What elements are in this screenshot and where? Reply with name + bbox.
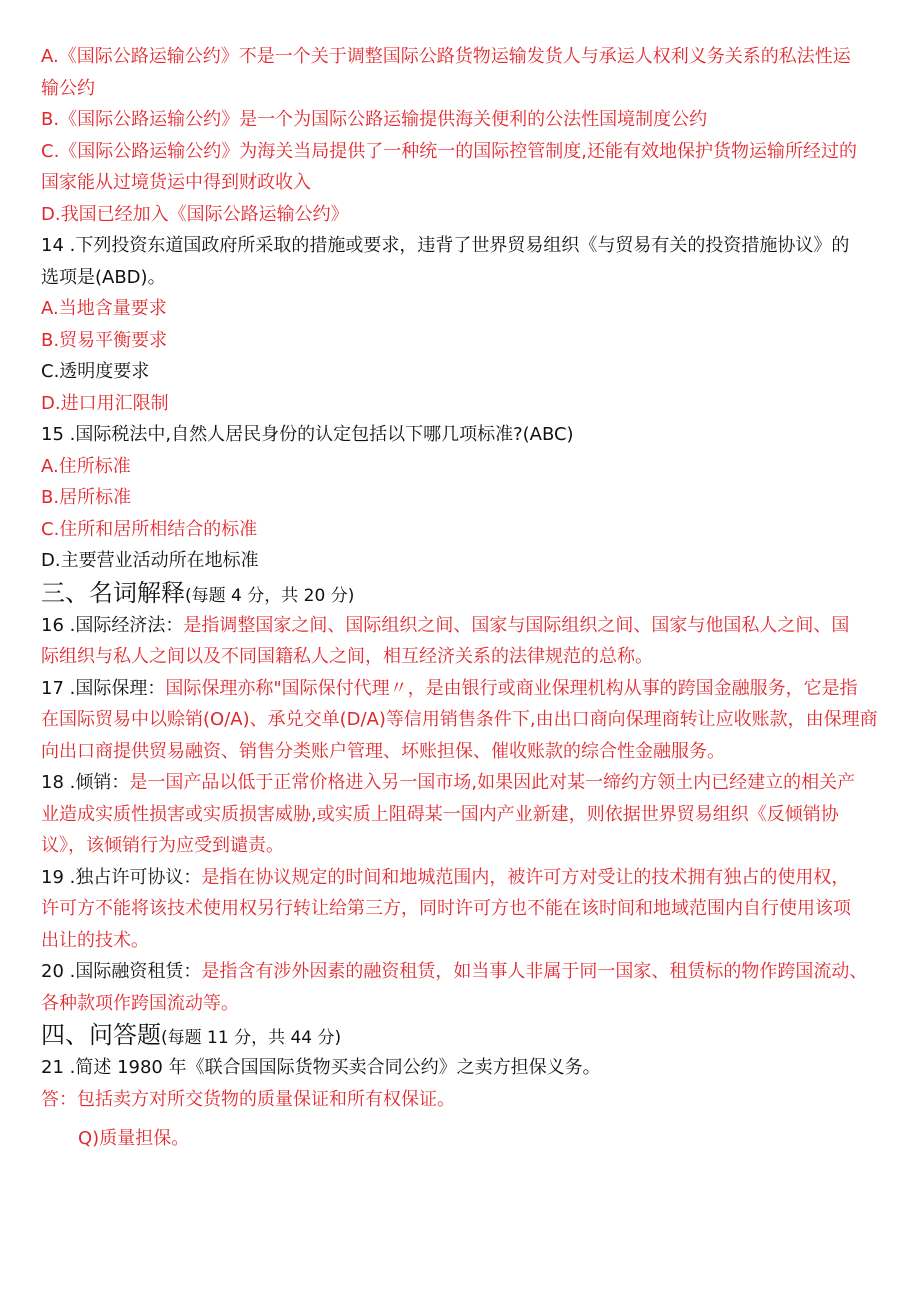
q19-line1 [41, 862, 900, 894]
q15-option-b: B.居所标准 [41, 487, 132, 508]
q20-def-line1: 是指含有涉外因素的融资租赁，如当事人非属于同一国家、租赁标的物作跨国流动、 [201, 961, 868, 982]
q15-option-c: C.住所和居所相结合的标准 [41, 518, 258, 540]
q17-def-line3: 向出口商提供贸易融资、销售分类账户管理、坏账担保、催收账款的综合性金融服务。 [41, 740, 725, 762]
q18-term: 18 .倾销： [41, 772, 130, 793]
q19-def-line2: 许可方不能将该技术使用权另行转让给第三方，同时许可方也不能在该时间和地域范围内自行使用该项 [41, 898, 851, 919]
section4-note: (每题 11 分，共 44 分) [161, 1028, 342, 1048]
q18-def-line1: 是一国产品以低于正常价格进入另一国市场,如果因此对某一缔约方领土内已经建立的相关产 [129, 772, 856, 793]
q17-def-line1: 国际保理亦称"国际保付代理〃，是由银行或商业保理机构从事的跨国金融服务，它是指 [165, 677, 858, 699]
q19-def-line1: 是指在协议规定的时间和地城范围内，被许可方对受让的技术拥有独占的使用权， [201, 866, 850, 888]
q18-line1 [41, 767, 900, 799]
q14-stem-line1: 14 .下列投资东道国政府所采取的措施或要求，违背了世界贸易组织《与贸易有关的投资措施协议》的 [41, 235, 850, 256]
q21-stem: 21 .简述 1980 年《联合国国际货物买卖合同公约》之卖方担保义务。 [41, 1057, 601, 1078]
q15-option-a: A.住所标准 [41, 455, 131, 477]
section3-title: 三、名词解释 [41, 578, 185, 607]
section4-title: 四、问答题 [41, 1021, 161, 1049]
q14-option-b: B.贸易平衡要求 [41, 329, 168, 351]
q19-def-line3: 出让的技术。 [41, 929, 149, 951]
q20-def-line2: 各种款项作跨国流动等。 [41, 992, 239, 1014]
q13-option-a-line1: A.《国际公路运输公约》不是一个关于调整国际公路货物运输发货人与承运人权利义务关系的私法性运 [41, 46, 851, 67]
q20-term: 20 .国际融资租赁： [41, 961, 202, 982]
q18-def-line2: 业造成实质性损害或实质损害威胁,或实质上阻碍某一国内产业新建，则依据世界贸易组织《反倾销协 [41, 803, 839, 825]
q16-term: 16 .国际经济法： [41, 614, 184, 636]
q13-option-c-line2: 国家能从过境货运中得到财政收入 [41, 172, 311, 193]
q14-option-c: C.透明度要求 [41, 361, 150, 382]
q19-term: 19 .独占许可协议： [41, 866, 202, 888]
q16-line1 [41, 610, 900, 642]
section4-heading [41, 1019, 900, 1052]
q21-sub-item-1: Q)质量担保。 [78, 1128, 190, 1149]
q17-def-line2: 在国际贸易中以赊销(O/A)、承兑交单(D/A)等信用销售条件下,由出口商向保理商转让应收账款，由保理商 [41, 709, 878, 730]
spacer [41, 1115, 900, 1123]
q16-def-line2: 际组织与私人之间以及不同国籍私人之间，相互经济关系的法律规范的总称。 [41, 646, 653, 667]
q13-option-a-line2: 输公约 [41, 77, 95, 99]
q21-answer: 答：包括卖方对所交货物的质量保证和所有权保证。 [41, 1088, 455, 1110]
q18-def-line3: 议》，该倾销行为应受到谴责。 [41, 835, 284, 856]
q14-option-a: A.当地含量要求 [41, 298, 167, 319]
q17-line1 [41, 673, 900, 705]
q15-stem: 15 .国际税法中,自然人居民身份的认定包括以下哪几项标准?(ABC) [41, 424, 574, 445]
section3-note: (每题 4 分，共 20 分) [185, 585, 355, 606]
q14-stem-line2: 选项是(ABD)。 [41, 266, 166, 288]
q16-def-line1: 是指调整国家之间、国际组织之间、国家与国际组织之间、国家与他国私人之间、国 [183, 614, 850, 636]
q13-option-c-line1: C.《国际公路运输公约》为海关当局提供了一种统一的国际控管制度,还能有效地保护货物运输所经过的 [41, 140, 858, 162]
q20-line1 [41, 956, 900, 988]
q13-option-d: D.我国已经加入《国际公路运输公约》 [41, 203, 349, 225]
q17-term: 17 .国际保理： [41, 677, 166, 699]
q14-option-d: D.进口用汇限制 [41, 392, 169, 414]
section3-heading [41, 577, 900, 610]
q13-option-b: B.《国际公路运输公约》是一个为国际公路运输提供海关便利的公法性国境制度公约 [41, 109, 708, 130]
q15-option-d: D.主要营业活动所在地标准 [41, 550, 259, 571]
